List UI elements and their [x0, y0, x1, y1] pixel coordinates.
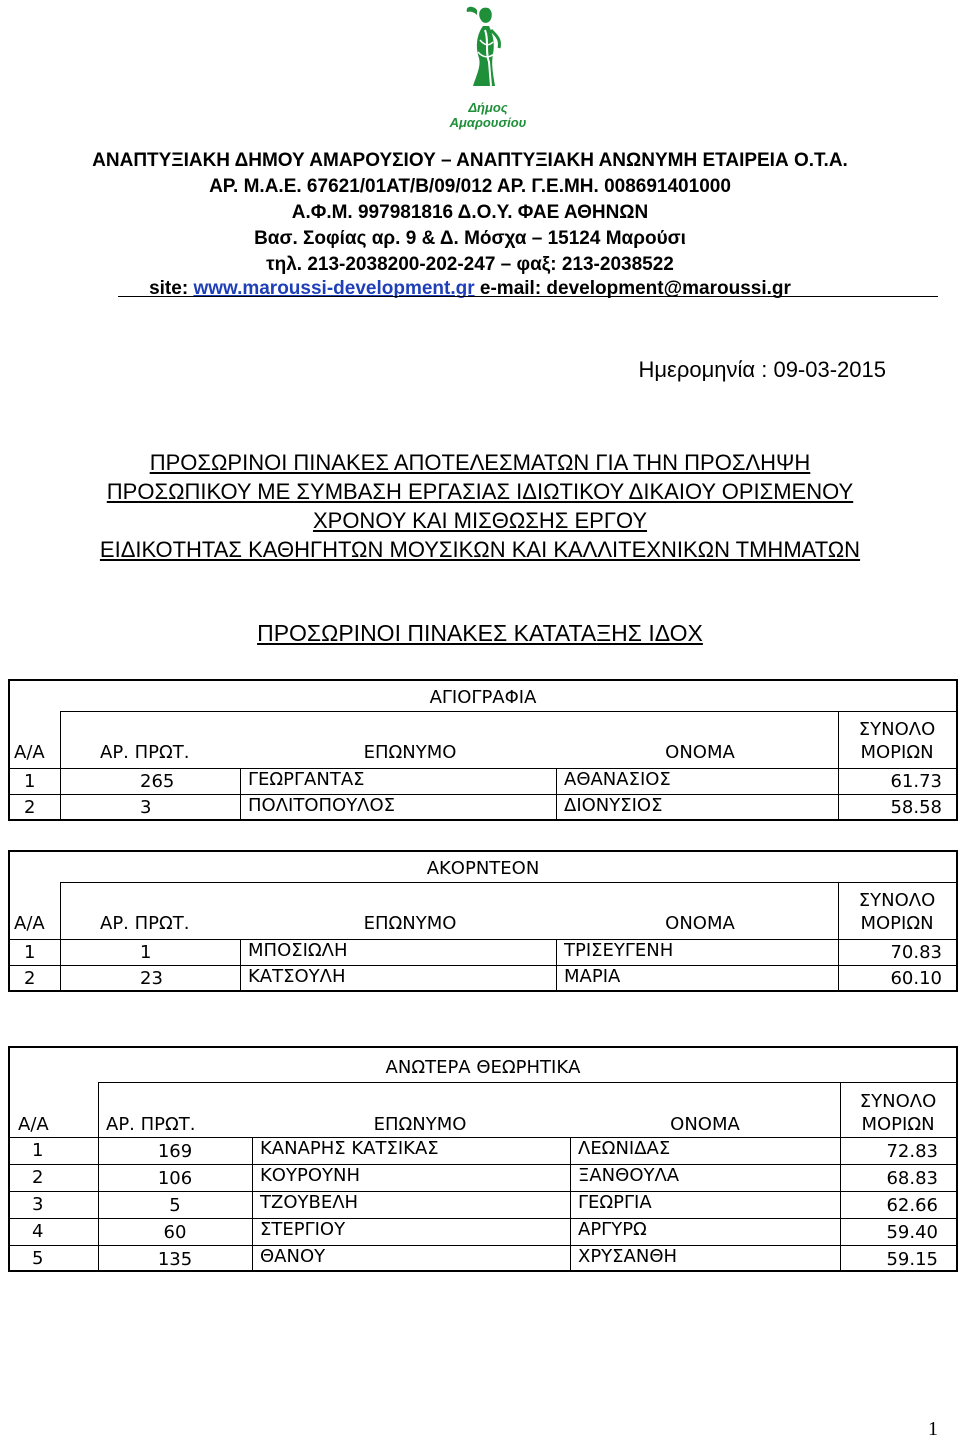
table-caption: ΑΝΩΤΕΡΑ ΘΕΩΡΗΤΙΚΑ [385, 1057, 581, 1078]
tax-line: Α.Φ.Μ. 997981816 Δ.Ο.Υ. ΦΑΕ ΑΘΗΝΩΝ [291, 202, 649, 223]
cell-name: ΛΕΩΝΙΔΑΣ [578, 1138, 671, 1159]
cell-aa: 1 [24, 942, 36, 963]
cell-total: 72.83 [886, 1141, 938, 1162]
cell-total: 59.15 [886, 1249, 938, 1270]
col-header-total-1: ΣΥΝΟΛΟ [858, 719, 936, 740]
col-header-ar-prot: ΑΡ. ΠΡΩΤ. [100, 913, 190, 934]
cell-ar-prot: 106 [157, 1168, 193, 1189]
page-number: 1 [928, 1418, 938, 1440]
cell-surname: ΜΠΟΣΙΩΛΗ [248, 940, 348, 961]
cell-name: ΜΑΡΙΑ [564, 966, 621, 987]
cell-ar-prot: 135 [157, 1249, 193, 1270]
cell-name: ΞΑΝΘΟΥΛΑ [578, 1165, 680, 1186]
cell-total: 60.10 [890, 968, 942, 989]
cell-ar-prot: 169 [157, 1141, 193, 1162]
cell-name: ΑΡΓΥΡΩ [578, 1219, 647, 1240]
col-header-total-1: ΣΥΝΟΛΟ [858, 890, 936, 911]
cell-ar-prot: 1 [140, 942, 152, 963]
municipality-logo [433, 0, 543, 130]
document-date: Ημερομηνία : 09-03-2015 [638, 357, 886, 382]
col-header-name: ΟΝΟΜΑ [665, 913, 735, 934]
ranking-table-anotera-theoritika [8, 1046, 958, 1272]
ranking-table-agiografia [8, 679, 958, 821]
cell-name: ΧΡΥΣΑΝΘΗ [578, 1246, 678, 1267]
cell-name: ΑΘΑΝΑΣΙΟΣ [564, 769, 671, 790]
cell-ar-prot: 60 [163, 1222, 187, 1243]
col-header-aa: Α/Α [18, 1114, 49, 1135]
contact-line [0, 276, 940, 301]
cell-surname: ΘΑΝΟΥ [260, 1246, 326, 1267]
cell-surname: ΚΑΤΣΟΥΛΗ [248, 966, 346, 987]
cell-total: 62.66 [886, 1195, 938, 1216]
col-header-surname: ΕΠΩΝΥΜΟ [363, 742, 457, 763]
cell-total: 58.58 [890, 797, 942, 818]
cell-aa: 3 [32, 1194, 44, 1215]
logo-caption: Δήμος Αμαρουσίου [449, 100, 527, 130]
table-caption: ΑΚΟΡΝΤΕΟΝ [426, 858, 540, 879]
cell-surname: ΓΕΩΡΓΑΝΤΑΣ [248, 769, 365, 790]
cell-total: 70.83 [890, 942, 942, 963]
header-divider [118, 296, 938, 297]
email-text: e-mail: development@maroussi.gr [474, 278, 791, 299]
col-header-surname: ΕΠΩΝΥΜΟ [363, 913, 457, 934]
cell-total: 61.73 [890, 771, 942, 792]
col-header-total-2: ΜΟΡΙΩΝ [860, 742, 934, 763]
col-header-ar-prot: ΑΡ. ΠΡΩΤ. [100, 742, 190, 763]
cell-total: 68.83 [886, 1168, 938, 1189]
cell-ar-prot: 23 [140, 968, 163, 989]
phone-line: τηλ. 213-2038200-202-247 – φαξ: 213-2038522 [266, 254, 674, 275]
cell-aa: 2 [24, 797, 36, 818]
cell-total: 59.40 [886, 1222, 938, 1243]
document-title-line-2: ΠΡΟΣΩΠΙΚΟΥ ΜΕ ΣΥΜΒΑΣΗ ΕΡΓΑΣΙΑΣ ΙΔΙΩΤΙΚΟΥ ΔΙΚΑΙΟΥ ΟΡΙΣΜΕΝΟΥ [106, 479, 854, 504]
col-header-total-1: ΣΥΝΟΛΟ [859, 1091, 937, 1112]
col-header-name: ΟΝΟΜΑ [670, 1114, 740, 1135]
col-header-surname: ΕΠΩΝΥΜΟ [373, 1114, 467, 1135]
cell-name: ΔΙΟΝΥΣΙΟΣ [564, 795, 663, 816]
table-caption: ΑΓΙΟΓΡΑΦΙΑ [429, 687, 537, 708]
cell-name: ΓΕΩΡΓΙΑ [578, 1192, 652, 1213]
cell-surname: ΠΟΛΙΤΟΠΟΥΛΟΣ [248, 795, 396, 816]
cell-surname: ΚΟΥΡΟΥΝΗ [260, 1165, 360, 1186]
cell-ar-prot: 3 [140, 797, 152, 818]
website-link[interactable]: www.maroussi-development.gr [193, 278, 475, 299]
cell-ar-prot: 5 [169, 1195, 181, 1216]
col-header-name: ΟΝΟΜΑ [665, 742, 735, 763]
cell-aa: 4 [32, 1221, 44, 1242]
ranking-table-akornteon [8, 850, 958, 992]
cell-surname: ΣΤΕΡΓΙΟΥ [260, 1219, 346, 1240]
registration-line: ΑΡ. Μ.Α.Ε. 67621/01ΑΤ/Β/09/012 ΑΡ. Γ.Ε.ΜΗ. 008691401000 [209, 176, 731, 197]
col-header-total-2: ΜΟΡΙΩΝ [861, 1114, 935, 1135]
cell-surname: ΤΖΟΥΒΕΛΗ [260, 1192, 359, 1213]
col-header-aa: Α/Α [14, 913, 45, 934]
cell-aa: 2 [32, 1167, 44, 1188]
cell-surname: ΚΑΝΑΡΗΣ ΚΑΤΣΙΚΑΣ [260, 1138, 439, 1159]
site-label: site: [149, 278, 194, 299]
address-line: Βασ. Σοφίας αρ. 9 & Δ. Μόσχα – 15124 Μαρούσι [254, 228, 686, 249]
cell-aa: 5 [32, 1248, 44, 1269]
cell-aa: 1 [32, 1140, 44, 1161]
cell-aa: 1 [24, 771, 36, 792]
col-header-aa: Α/Α [14, 742, 45, 763]
col-header-ar-prot: ΑΡ. ΠΡΩΤ. [106, 1114, 196, 1135]
document-title-line-4: ΕΙΔΙΚΟΤΗΤΑΣ ΚΑΘΗΓΗΤΩΝ ΜΟΥΣΙΚΩΝ ΚΑΙ ΚΑΛΛΙΤΕΧΝΙΚΩΝ ΤΜΗΜΑΤΩΝ [99, 537, 861, 562]
section-subtitle: ΠΡΟΣΩΡΙΝΟΙ ΠΙΝΑΚΕΣ ΚΑΤΑΤΑΞΗΣ ΙΔΟΧ [257, 620, 703, 646]
cell-ar-prot: 265 [140, 771, 175, 792]
document-title-line-3: ΧΡΟΝΟΥ ΚΑΙ ΜΙΣΘΩΣΗΣ ΕΡΓΟΥ [312, 508, 648, 533]
col-header-total-2: ΜΟΡΙΩΝ [860, 913, 934, 934]
logo-figure-icon [433, 0, 543, 100]
cell-name: ΤΡΙΣΕΥΓΕΝΗ [564, 940, 674, 961]
cell-aa: 2 [24, 968, 36, 989]
company-name-line: ΑΝΑΠΤΥΞΙΑΚΗ ΔΗΜΟΥ ΑΜΑΡΟΥΣΙΟΥ – ΑΝΑΠΤΥΞΙΑΚΗ ΑΝΩΝΥΜΗ ΕΤΑΙΡΕΙΑ Ο.Τ.Α. [92, 150, 848, 171]
document-title-line-1: ΠΡΟΣΩΡΙΝΟΙ ΠΙΝΑΚΕΣ ΑΠΟΤΕΛΕΣΜΑΤΩΝ ΓΙΑ ΤΗΝ ΠΡΟΣΛΗΨΗ [149, 450, 811, 475]
